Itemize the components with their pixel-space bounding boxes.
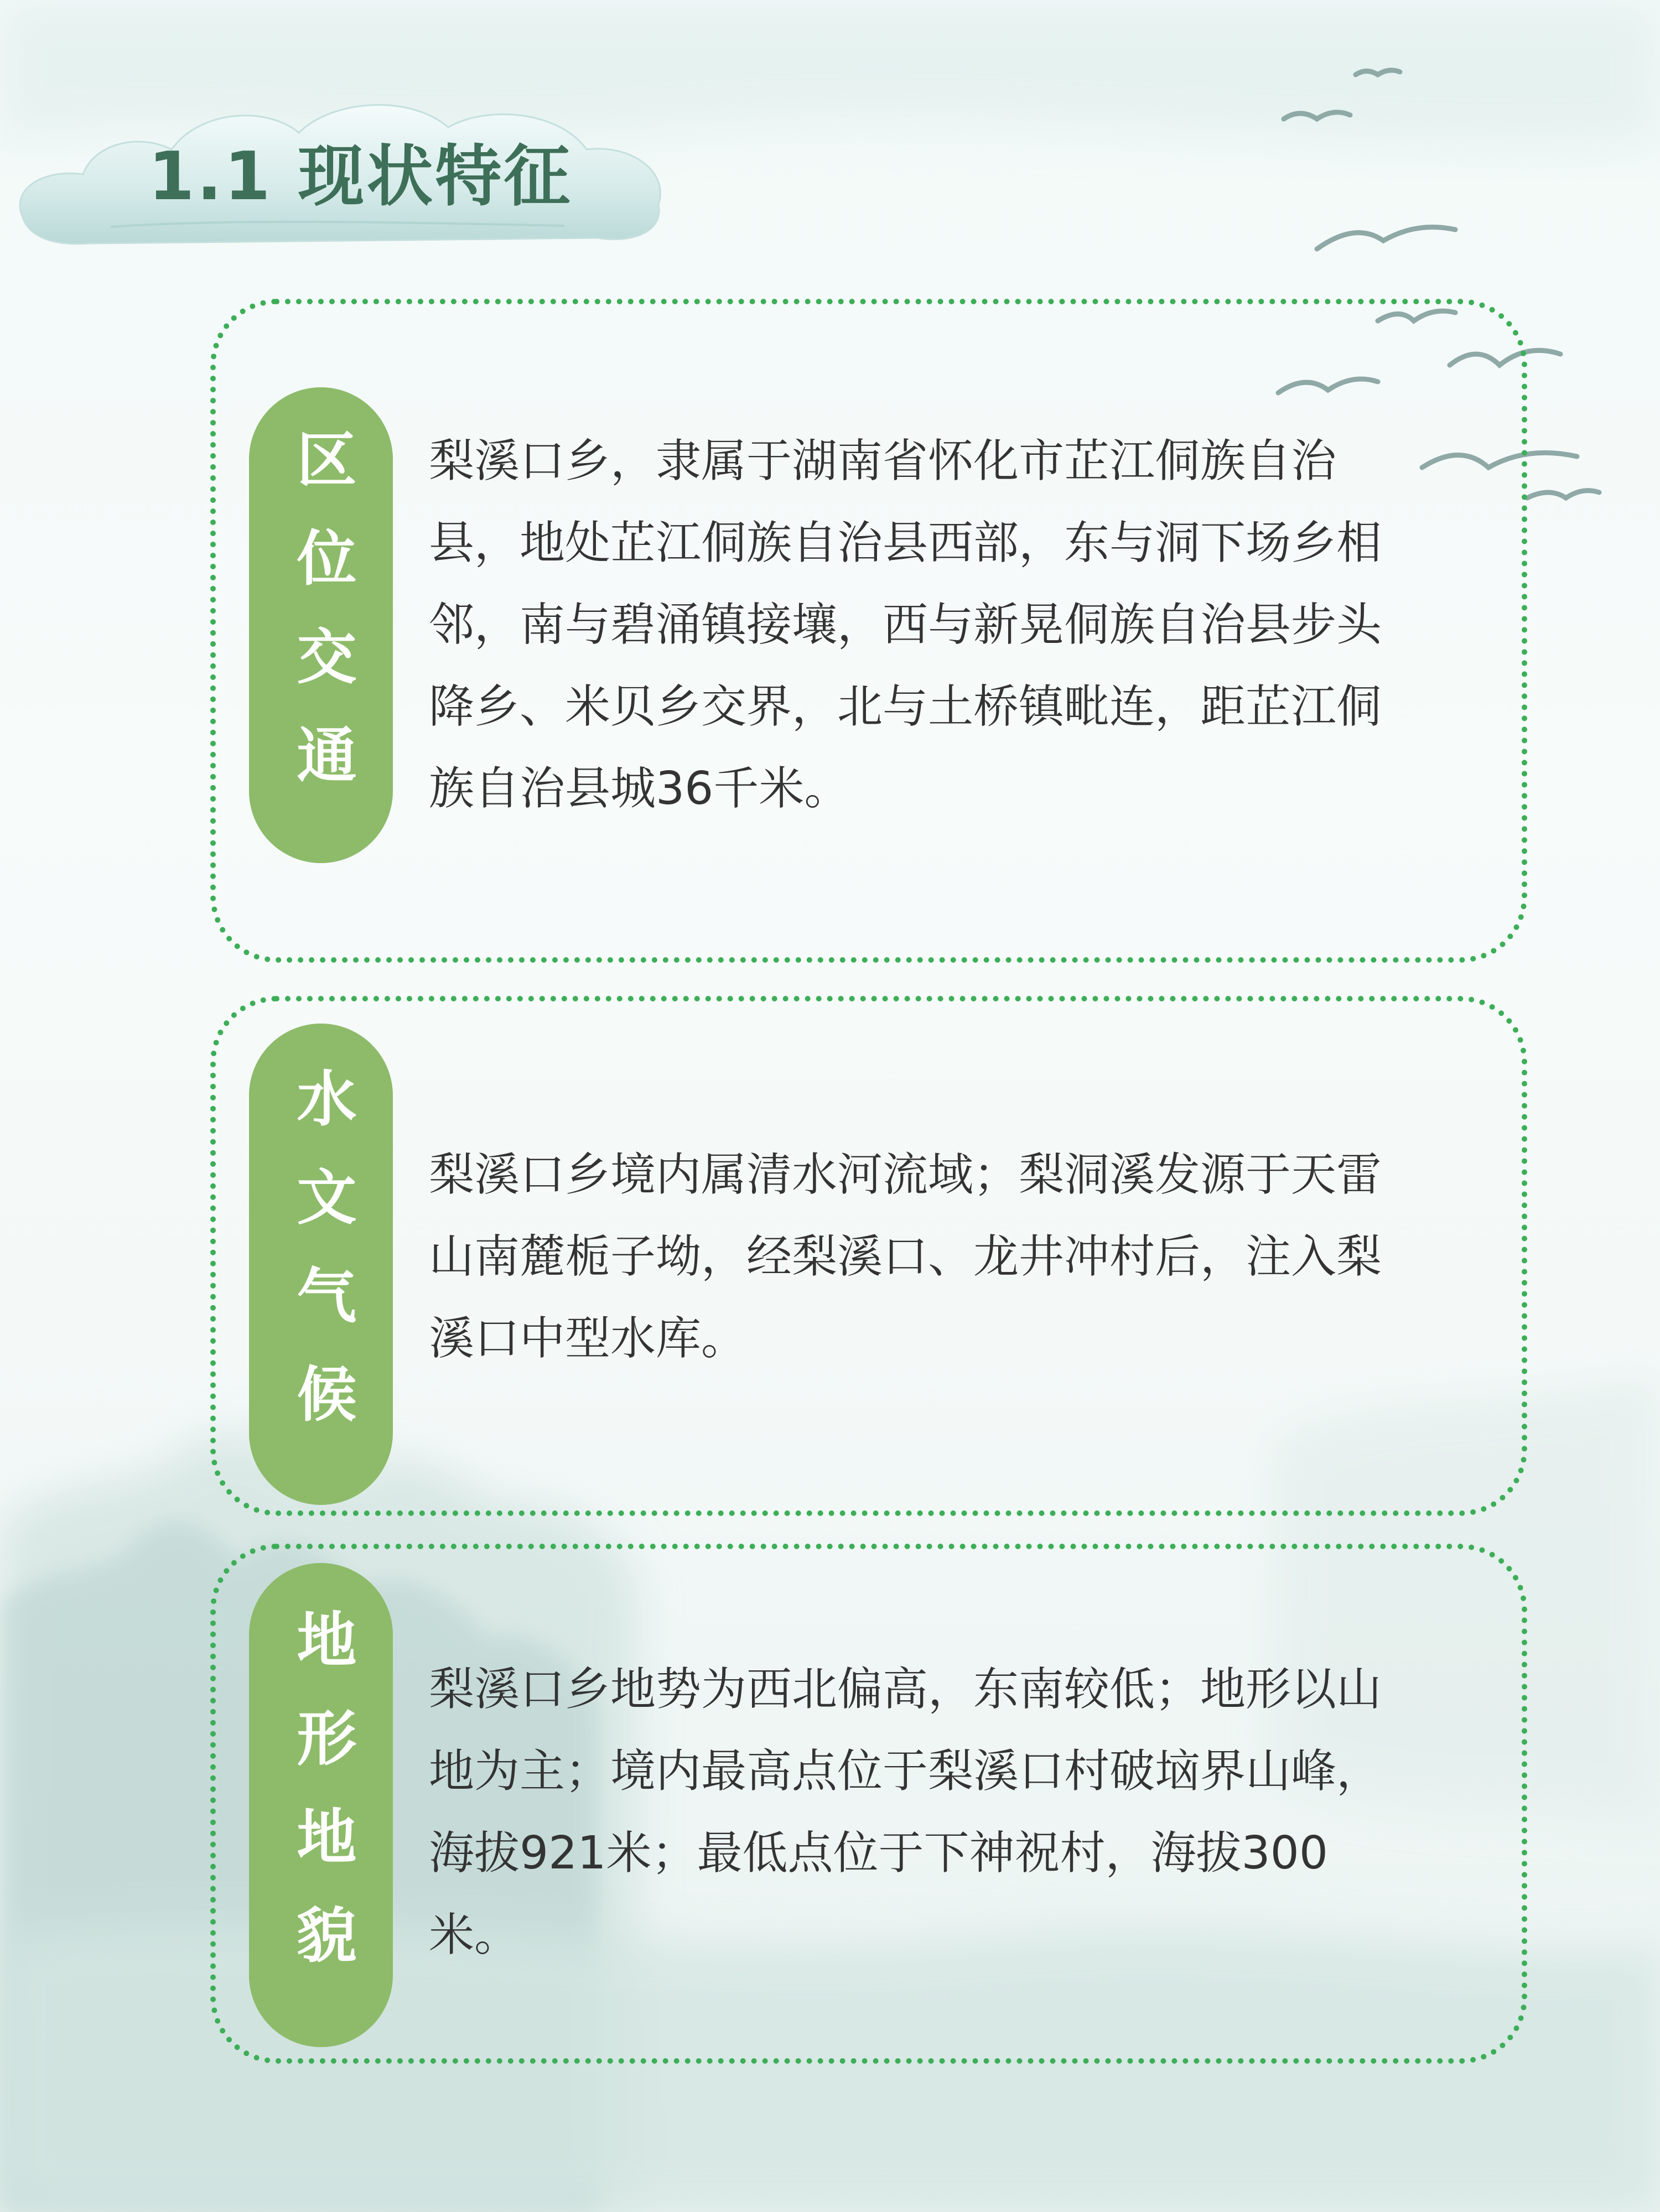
section-body-text: 梨溪口乡境内属清水河流域；梨洞溪发源于天雷山南麓栀子坳，经梨溪口、龙井冲村后，注入梨溪口中型水库。 (429, 1149, 1382, 1365)
section-label-text: 水文气候 (287, 1067, 356, 1461)
section-label-badge (249, 1563, 393, 2047)
page-title: 1.1 现状特征 (148, 138, 573, 215)
section-label-text: 地形地貌 (287, 1608, 356, 2002)
section-label-badge (249, 1024, 393, 1505)
section-card-hydrology-climate (210, 996, 1527, 1516)
section-body-text: 梨溪口乡地势为西北偏高，东南较低；地形以山地为主；境内最高点位于梨溪口村破垴界山峰，海拔921米；最低点位于下神祝村，海拔300米。 (429, 1663, 1382, 1961)
section-label-badge (249, 387, 393, 863)
section-card-terrain (210, 1544, 1527, 2064)
section-label-text: 区位交通 (287, 428, 356, 822)
section-body-text: 梨溪口乡，隶属于湖南省怀化市芷江侗族自治县，地处芷江侗族自治县西部，东与洞下场乡相邻，南与碧涌镇接壤，西与新晃侗族自治县步头降乡、米贝乡交界，北与土桥镇毗连，距芷江侗族自治县城36千米。 (429, 435, 1382, 815)
section-card-location-transport (210, 299, 1527, 963)
